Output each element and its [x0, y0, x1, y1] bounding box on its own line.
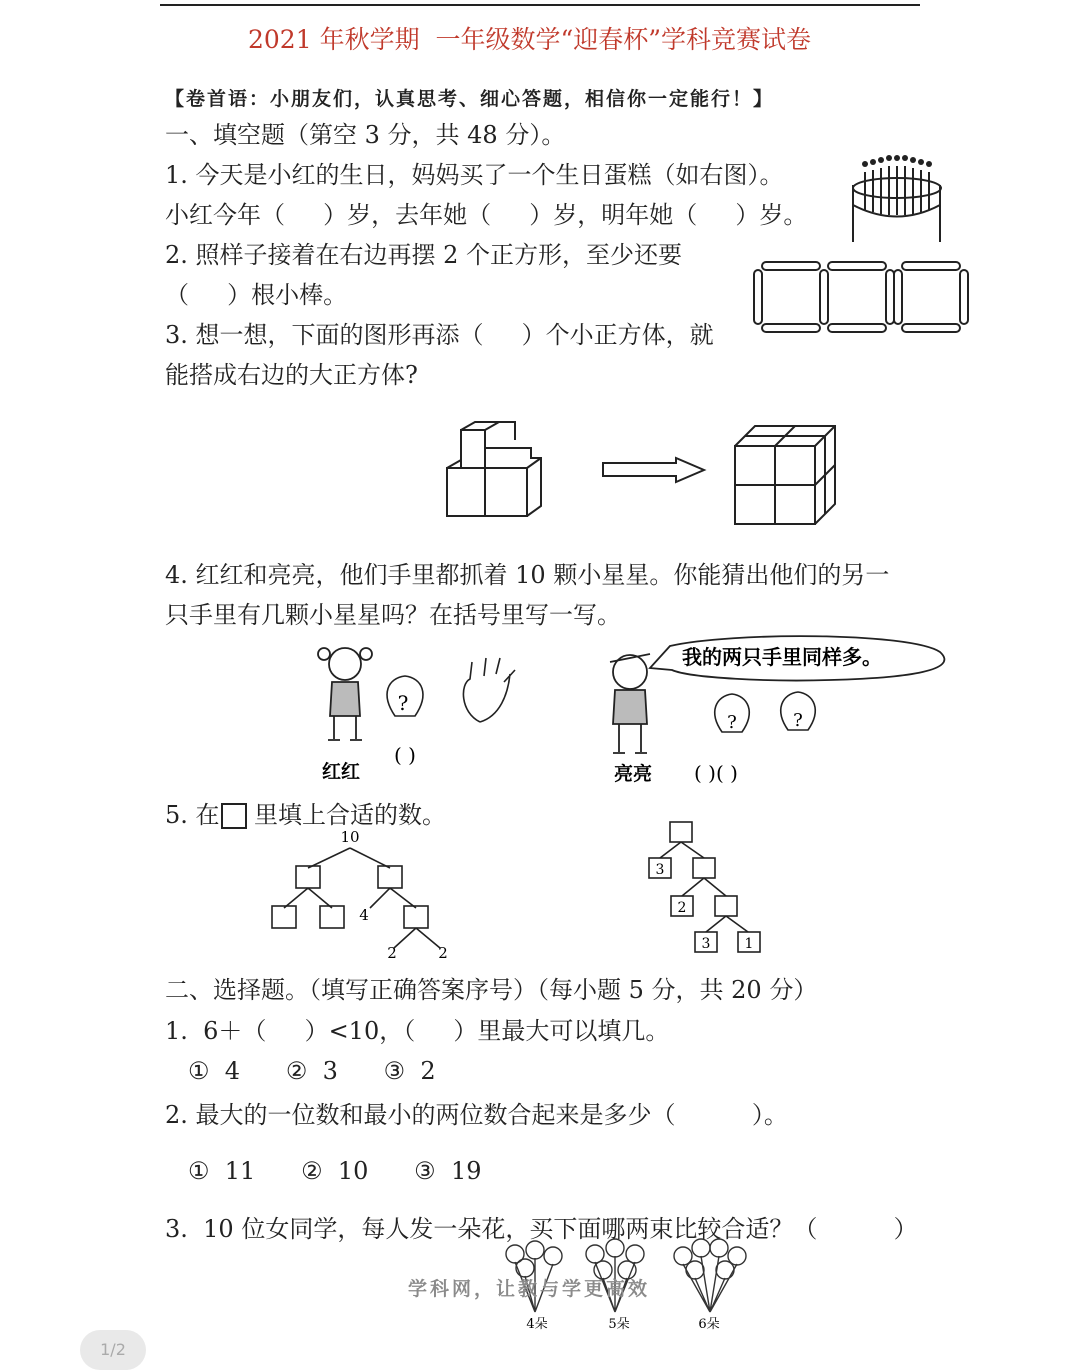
name-honghong: 红红	[322, 761, 361, 783]
tree1-mid-number: 4	[359, 906, 369, 924]
section1-heading: 一、填空题（第空 3 分，共 48 分）。	[165, 121, 566, 149]
q4-illustration	[310, 634, 960, 792]
section2-heading: 二、选择题。（填写正确答案序号）（每小题 5 分，共 20 分）	[165, 976, 818, 1004]
tree1-leaf-left: 2	[387, 944, 397, 962]
bouquet-5-label: 5朵	[608, 1317, 630, 1332]
intro-text: 【卷首语：小朋友们，认真思考、细心答题，相信你一定能行！】	[165, 88, 775, 110]
bouquet-6-label: 6朵	[698, 1317, 720, 1332]
s2-q2-options: ① 11 ② 10 ③ 19	[188, 1157, 482, 1185]
q3-line2: 能搭成右边的大正方体?	[165, 361, 418, 389]
q2-line1: 2. 照样子接着在右边再摆 2 个正方形，至少还要	[165, 241, 683, 269]
top-rule	[160, 4, 920, 6]
boy-liangliang-figure	[610, 654, 650, 753]
tree2-number-d: 1	[744, 936, 754, 952]
bouquet-4-label: 4朵	[526, 1317, 548, 1332]
cube-figures	[440, 418, 860, 530]
q2-line2: （ ）根小棒。	[165, 281, 348, 309]
sticks-squares-image	[750, 258, 970, 338]
tree2-number-c: 3	[701, 936, 711, 952]
exam-title: 2021 年秋学期 一年级数学“迎春杯”学科竞赛试卷	[248, 25, 812, 54]
honghong-open-hand-icon	[463, 658, 515, 722]
liangliang-answer-blanks: ( )( )	[694, 761, 738, 785]
birthday-cake-image	[845, 150, 945, 250]
tree2-number-a: 3	[655, 862, 665, 878]
q4-line1: 4. 红红和亮亮，他们手里都抓着 10 颗小星星。你能猜出他们的另一	[165, 561, 890, 589]
number-trees	[260, 820, 780, 968]
q4-line2: 只手里有几颗小星星吗？在括号里写一写。	[165, 601, 621, 629]
answer-box-sample	[221, 803, 247, 829]
q5-suffix: 里填上合适的数。	[254, 801, 446, 829]
q5-prefix: 5. 在	[165, 801, 220, 829]
watermark-text: 学科网，让教与学更高效	[408, 1278, 651, 1300]
q1-line1: 1. 今天是小红的生日，妈妈买了一个生日蛋糕（如右图）。	[165, 161, 784, 189]
speech-text: 我的两只手里同样多。	[682, 645, 882, 669]
page-indicator: 1/2	[80, 1330, 146, 1370]
liangliang-right-hand-question-mark: ?	[793, 710, 803, 731]
girl-honghong-figure	[318, 648, 372, 740]
s2-q3-stem: 3. 10 位女同学，每人发一朵花，买下面哪两束比较合适？（ ）	[165, 1215, 918, 1243]
honghong-answer-blank: ( )	[394, 743, 416, 767]
tree1-leaf-right: 2	[438, 944, 448, 962]
honghong-hand-question-mark: ?	[397, 691, 409, 715]
bouquet-6-icon	[674, 1239, 746, 1312]
tree1-top-number: 10	[340, 828, 360, 846]
s2-q1-options: ① 4 ② 3 ③ 2	[188, 1057, 436, 1085]
liangliang-left-hand-question-mark: ?	[727, 712, 737, 733]
q3-line1: 3. 想一想，下面的图形再添（ ）个小正方体，就	[165, 321, 714, 349]
s2-q2-stem: 2. 最大的一位数和最小的两位数合起来是多少（ ）。	[165, 1101, 788, 1129]
s2-q1-stem: 1. 6＋（ ）<10，（ ）里最大可以填几。	[165, 1017, 670, 1045]
name-liangliang: 亮亮	[614, 763, 653, 785]
tree2-number-b: 2	[677, 900, 687, 916]
q1-line2: 小红今年（ ）岁，去年她（ ）岁，明年她（ ）岁。	[165, 201, 808, 229]
